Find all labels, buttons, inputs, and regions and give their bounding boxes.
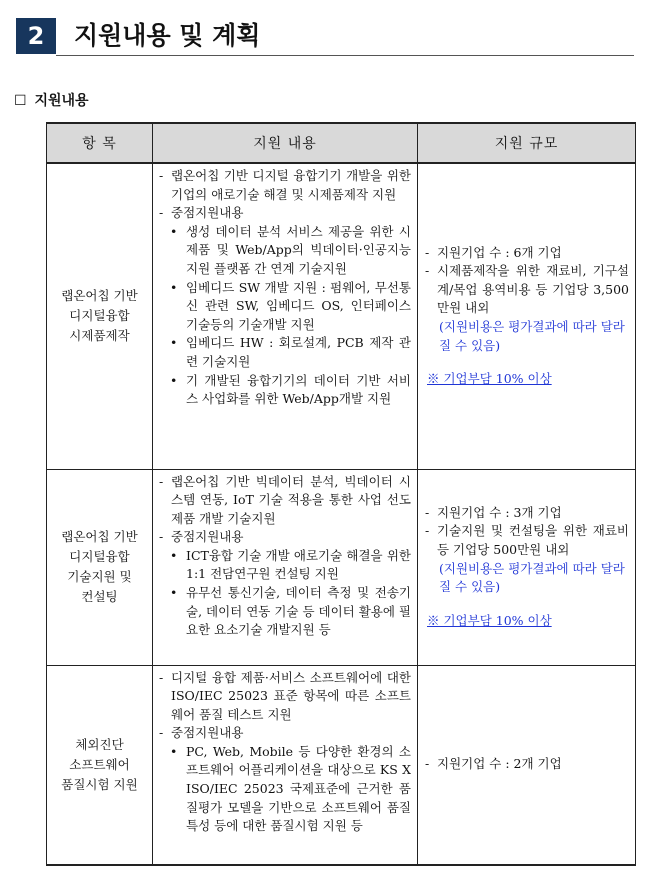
bullet-item <box>170 372 411 409</box>
content-cell <box>153 665 418 865</box>
item-line: 디지털융합 <box>69 308 130 324</box>
content-text: PC, Web, Mobile 등 다양한 환경의 소프트웨어 어플리케이션을 대상으로 KS X ISO/IEC 25023 국제표준에 근거한 품질평가 모델을 기반으로 소프트웨어 품질 특성 등에 대한 품질시험 지원 등 <box>186 743 411 834</box>
content-cell <box>153 469 418 665</box>
content-text: ICT융합 기술 개발 애로기술 해결을 위한 1:1 전담연구원 컨설팅 지원 <box>186 547 411 582</box>
scale-text: 지원기업 수 : 3개 기업 <box>437 504 562 520</box>
subheading-label: 지원내용 <box>34 93 89 109</box>
bullet-item <box>170 279 411 335</box>
scale-cell <box>418 665 636 865</box>
section-header <box>16 18 634 56</box>
bullet-item <box>170 334 411 371</box>
content-text: 디지털 융합 제품·서비스 소프트웨어에 대한 ISO/IEC 25023 표준 항목에 따른 소프트웨어 품질 테스트 지원 <box>171 669 411 722</box>
bullet-marker: • <box>170 372 178 388</box>
dash-marker: - <box>159 529 164 545</box>
content-text: 유무선 통신기술, 데이터 측정 및 전송기술, 데이터 연동 기술 등 데이터 활용에 필요한 요소기술 개발지원 등 <box>186 585 411 638</box>
header-scale: 지원 규모 <box>418 123 636 163</box>
bullet-item <box>170 547 411 584</box>
scale-line <box>425 262 629 318</box>
dash-marker: - <box>159 168 164 183</box>
item-line: 컨설팅 <box>81 589 118 604</box>
dash-marker: - <box>159 725 164 741</box>
burden-note: ※ 기업부담 10% 이상 <box>427 612 552 628</box>
content-text: 중점지원내용 <box>171 529 244 545</box>
scale-text: 시제품제작을 위한 재료비, 기구설계/목업 용역비용 등 기업당 3,500만원 내외 <box>437 263 629 316</box>
scale-cell <box>418 163 636 469</box>
item-cell <box>47 469 153 665</box>
dash-item <box>159 669 411 725</box>
scale-cell <box>418 469 636 665</box>
dash-marker: - <box>159 669 164 685</box>
content-text: 임베디드 HW : 회로설계, PCB 제작 관련 기술지원 <box>186 335 411 369</box>
content-text: 랩온어칩 기반 디지털 융합기기 개발을 위한 기업의 애로기술 해결 및 시제품제작 지원 <box>171 168 411 202</box>
table-row <box>47 665 636 865</box>
bullet-marker: • <box>170 743 178 759</box>
dash-item <box>159 167 411 204</box>
subheading <box>14 92 89 110</box>
content-text: 중점지원내용 <box>171 725 244 741</box>
dash-marker: - <box>425 523 430 539</box>
table-header-row <box>47 123 636 163</box>
table-row <box>47 163 636 469</box>
item-line: 체외진단 <box>75 736 124 752</box>
item-line: 시제품제작 <box>69 328 130 344</box>
item-line: 랩온어칩 기반 <box>61 288 138 304</box>
table-row <box>47 469 636 665</box>
header-content: 지원 내용 <box>153 123 418 163</box>
section-title: 지원내용 및 계획 <box>74 21 261 50</box>
dash-marker: - <box>425 504 430 520</box>
dash-item <box>159 473 411 529</box>
scale-text: 지원기업 수 : 2개 기업 <box>437 756 562 772</box>
scale-text: 기술지원 및 컨설팅을 위한 재료비 등 기업당 500만원 내외 <box>437 523 629 557</box>
content-text: 기 개발된 융합기기의 데이터 기반 서비스 사업화를 위한 Web/App개발 지원 <box>186 372 411 407</box>
scale-line <box>425 522 629 559</box>
item-line: 품질시험 지원 <box>61 776 138 792</box>
content-text: 임베디드 SW 개발 지원 : 펌웨어, 무선통신 관련 SW, 임베디드 OS, 인터페이스 기술등의 기술개발 지원 <box>186 279 411 332</box>
bullet-marker: • <box>170 547 178 563</box>
dash-item <box>159 724 411 743</box>
scale-line <box>425 244 629 263</box>
item-cell <box>47 665 153 865</box>
header-item: 항 목 <box>47 123 153 163</box>
item-line: 랩온어칩 기반 <box>61 529 138 544</box>
item-line: 디지털융합 <box>69 549 130 564</box>
item-line: 기술지원 및 <box>67 569 132 584</box>
item-cell <box>47 163 153 469</box>
cost-remark: (지원비용은 평가결과에 따라 달라질 수 있음) <box>439 319 625 353</box>
section-number-badge: 2 <box>16 18 56 54</box>
scale-line <box>425 755 629 774</box>
bullet-marker: • <box>170 585 178 601</box>
content-text: 랩온어칩 기반 빅데이터 분석, 빅데이터 시스템 연동, IoT 기술 적용을 통한 사업 선도 제품 개발 기술지원 <box>171 473 411 526</box>
dash-item <box>159 528 411 547</box>
dash-marker: - <box>425 756 430 772</box>
dash-marker: - <box>159 205 164 221</box>
scale-line <box>425 504 629 523</box>
bullet-item <box>170 223 411 279</box>
burden-note: ※ 기업부담 10% 이상 <box>427 371 552 387</box>
section-underline <box>56 55 634 56</box>
bullet-marker: • <box>170 335 178 351</box>
dash-marker: - <box>425 244 430 260</box>
bullet-marker: • <box>170 223 178 239</box>
cost-remark: (지원비용은 평가결과에 따라 달라질 수 있음) <box>439 560 625 595</box>
scale-text: 지원기업 수 : 6개 기업 <box>437 244 562 260</box>
item-line: 소프트웨어 <box>69 756 130 772</box>
checkbox-square-icon: ☐ <box>14 93 27 109</box>
support-table <box>46 122 636 866</box>
content-text: 생성 데이터 분석 서비스 제공을 위한 시제품 및 Web/App의 빅데이터·인공지능 지원 플랫폼 간 연계 기술지원 <box>186 223 411 276</box>
dash-item <box>159 204 411 223</box>
dash-marker: - <box>425 263 430 279</box>
bullet-item <box>170 743 411 836</box>
content-text: 중점지원내용 <box>171 205 244 221</box>
dash-marker: - <box>159 473 164 489</box>
content-cell <box>153 163 418 469</box>
bullet-item <box>170 584 411 640</box>
bullet-marker: • <box>170 279 178 295</box>
